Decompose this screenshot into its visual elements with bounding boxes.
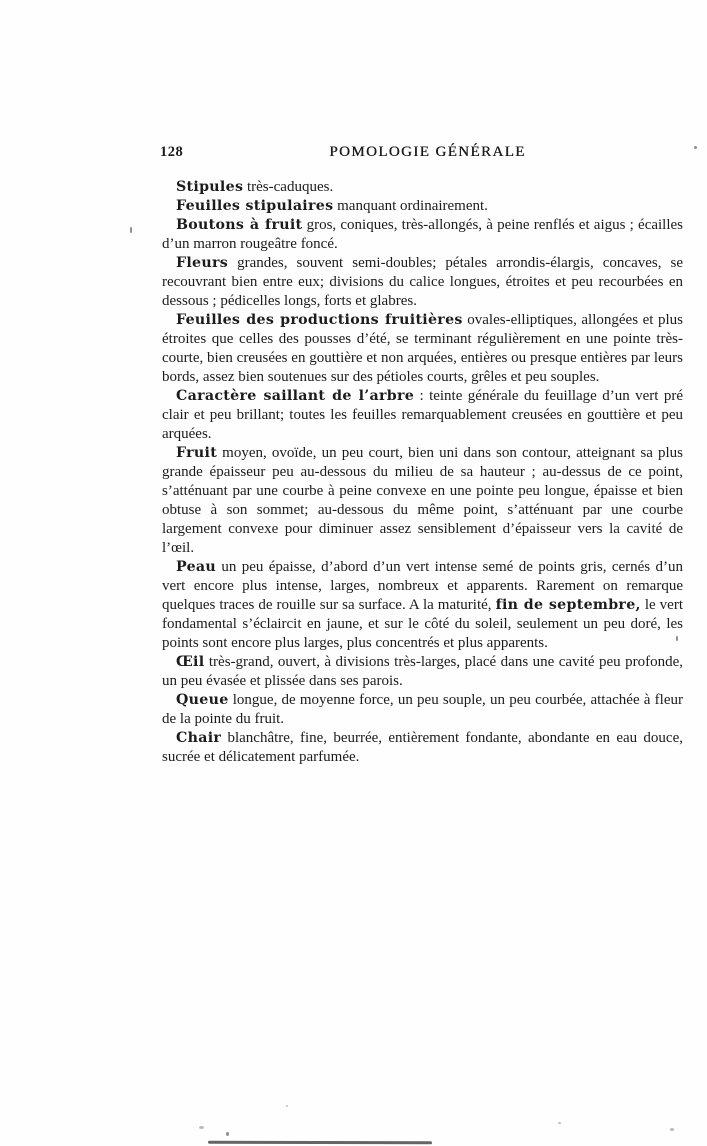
page-header (162, 144, 683, 164)
scan-artifact-line (208, 1141, 432, 1144)
paragraph (162, 558, 683, 653)
paragraph-text: grandes, souvent semi-doubles; pétales arrondis-élargis, concaves, se recouvrant bien entre eux; divisions du calice longues, étroites et peu recourbées en dessous ; pédicelles longs, forts et glabres. (162, 255, 683, 309)
paragraph (162, 729, 683, 767)
paragraph-lead-term: Feuilles stipulaires (176, 198, 334, 214)
paragraph-lead-term: Fruit (176, 445, 218, 461)
scan-speck (670, 1128, 674, 1131)
paragraph-text: manquant ordinairement. (333, 198, 488, 214)
paragraph (162, 216, 683, 254)
paragraph-text: moyen, ovoïde, un peu court, bien uni dans son contour, atteignant sa plus grande épaisseur peu au-dessous du milieu de sa hauteur ; au-dessus de ce point, s’atténuant par une courbe à peine convexe en une pointe peu longue, épaisse et bien obtuse à son sommet; au-dessous du même point, s’atténuant par une courbe largement convexe pour diminuer assez sensiblement d’épaisseur vers la cavité de l’œil. (162, 445, 683, 556)
paragraph-text: très-grand, ouvert, à divisions très-larges, placé dans une cavité peu profonde, un peu évasée et plissée dans ses parois. (162, 654, 683, 689)
scan-speck (226, 1132, 229, 1136)
paragraph-lead-term: Feuilles des productions fruitières (176, 312, 463, 328)
paragraph-lead-term: Caractère saillant de l’arbre (176, 388, 415, 404)
page-body (162, 178, 683, 767)
paragraph-text: très-caduques. (243, 179, 334, 195)
paragraph-text: un peu épaisse, d’abord d’un vert intense semé de points gris, cernés d’un vert encore plus intense, larges, nombreux et apparents. Rarement on remarque quelques traces de rouille sur sa surface. A la maturité, (162, 559, 683, 613)
paragraph-lead-term: Boutons à fruit (176, 217, 303, 233)
scan-speck (676, 636, 678, 641)
scan-speck (286, 1105, 288, 1107)
paragraph (162, 444, 683, 558)
paragraph-text: longue, de moyenne force, un peu souple, un peu courbée, attachée à fleur de la pointe du fruit. (162, 692, 683, 727)
paragraph (162, 653, 683, 691)
paragraph-lead-term: Fleurs (176, 255, 229, 271)
scan-speck (558, 1122, 561, 1124)
paragraph-lead-term: Peau (176, 559, 217, 575)
paragraph-lead-term: Chair (176, 730, 222, 746)
paragraph-lead-term: fin de septembre, (495, 597, 641, 613)
paragraph (162, 254, 683, 311)
paragraph-text: le vert fondamental s’éclaircit en jaune, et sur le côté du soleil, seulement un peu doré, les points sont encore plus larges, plus concentrés et plus apparents. (162, 597, 683, 651)
page-content (162, 144, 683, 767)
paragraph-text: blanchâtre, fine, beurrée, entièrement fondante, abondante en eau douce, sucrée et délicatement parfumée. (162, 730, 683, 765)
paragraph (162, 691, 683, 729)
paragraph (162, 311, 683, 387)
paragraph (162, 178, 683, 197)
paragraph (162, 387, 683, 444)
scan-speck (130, 227, 132, 233)
scan-speck (694, 146, 697, 149)
paragraph-text: gros, coniques, très-allongés, à peine renflés et aigus ; écailles d’un marron rougeâtre foncé. (162, 217, 684, 252)
scan-speck (199, 1126, 204, 1129)
paragraph-lead-term: Stipules (176, 179, 244, 195)
paragraph-text: : teinte générale du feuillage d’un vert pré clair et peu brillant; toutes les feuilles remarquablement creusées en gouttière et peu arquées. (162, 388, 683, 442)
page-number: 128 (160, 144, 184, 160)
paragraph-text: ovales-elliptiques, allongées et plus étroites que celles des pousses d’été, se terminant régulièrement en une pointe très-courte, bien creusées en gouttière et non arquées, entières ou presque entières par leurs bords, assez bien soutenues sur des pétioles courts, grêles et peu souples. (162, 312, 683, 385)
paragraph-lead-term: Queue (176, 692, 229, 708)
running-title: POMOLOGIE GÉNÉRALE (329, 144, 526, 160)
paragraph-lead-term: Œil (176, 654, 205, 670)
paragraph (162, 197, 683, 216)
